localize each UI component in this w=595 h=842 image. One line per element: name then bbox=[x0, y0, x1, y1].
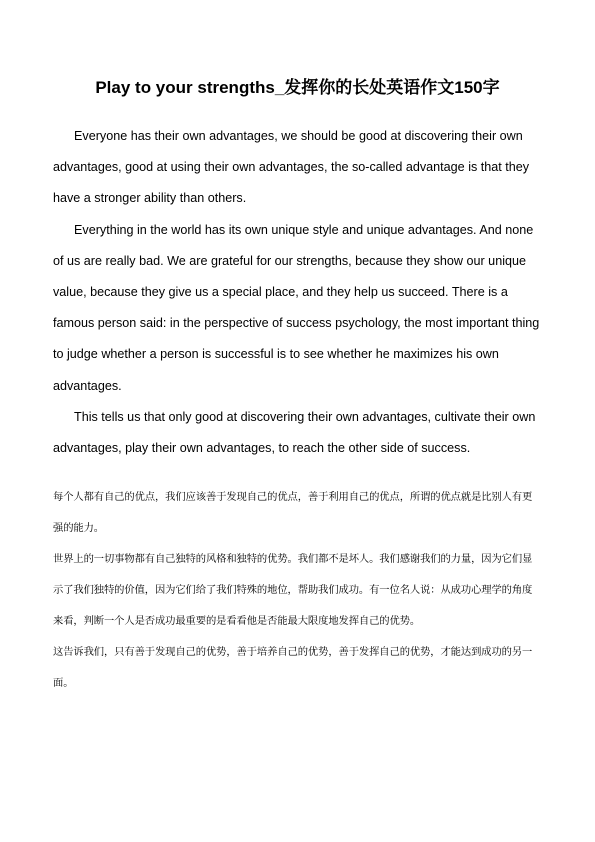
chinese-paragraph-1: 每个人都有自己的优点，我们应该善于发现自己的优点，善于利用自己的优点，所谓的优点就是比别人有更强的能力。 bbox=[53, 491, 533, 535]
english-paragraph-2: Everything in the world has its own unique style and unique advantages. And none of us are really bad. We are grateful for our strengths, because they show our unique value, because they give us a special place, and they help us succeed. There is a famous person said: in the perspective of success psychology, the most important thing to judge whether a person is successful is to see whether he maximizes his own advantages. bbox=[53, 222, 540, 393]
chinese-paragraph-2: 世界上的一切事物都有自己独特的风格和独特的优势。我们都不是坏人。我们感谢我们的力量，因为它们显示了我们独特的价值，因为它们给了我们特殊的地位，帮助我们成功。有一位名人说：从成功心理学的角度来看，判断一个人是否成功最重要的是看看他是否能最大限度地发挥自己的优势。 bbox=[53, 553, 533, 628]
english-essay bbox=[53, 121, 542, 464]
english-paragraph-1: Everyone has their own advantages, we should be good at discovering their own advantages, good at using their own advantages, the so-called advantage is that they have a stronger ability than others. bbox=[53, 129, 530, 206]
english-paragraph-3: This tells us that only good at discovering their own advantages, cultivate their own advantages, play their own advantages, to reach the other side of success. bbox=[53, 409, 536, 456]
chinese-translation bbox=[53, 482, 542, 699]
chinese-paragraph-3: 这告诉我们，只有善于发现自己的优势，善于培养自己的优势，善于发挥自己的优势，才能达到成功的另一面。 bbox=[53, 646, 533, 690]
document-title: Play to your strengths_发挥你的长处英语作文150字 bbox=[95, 78, 500, 97]
